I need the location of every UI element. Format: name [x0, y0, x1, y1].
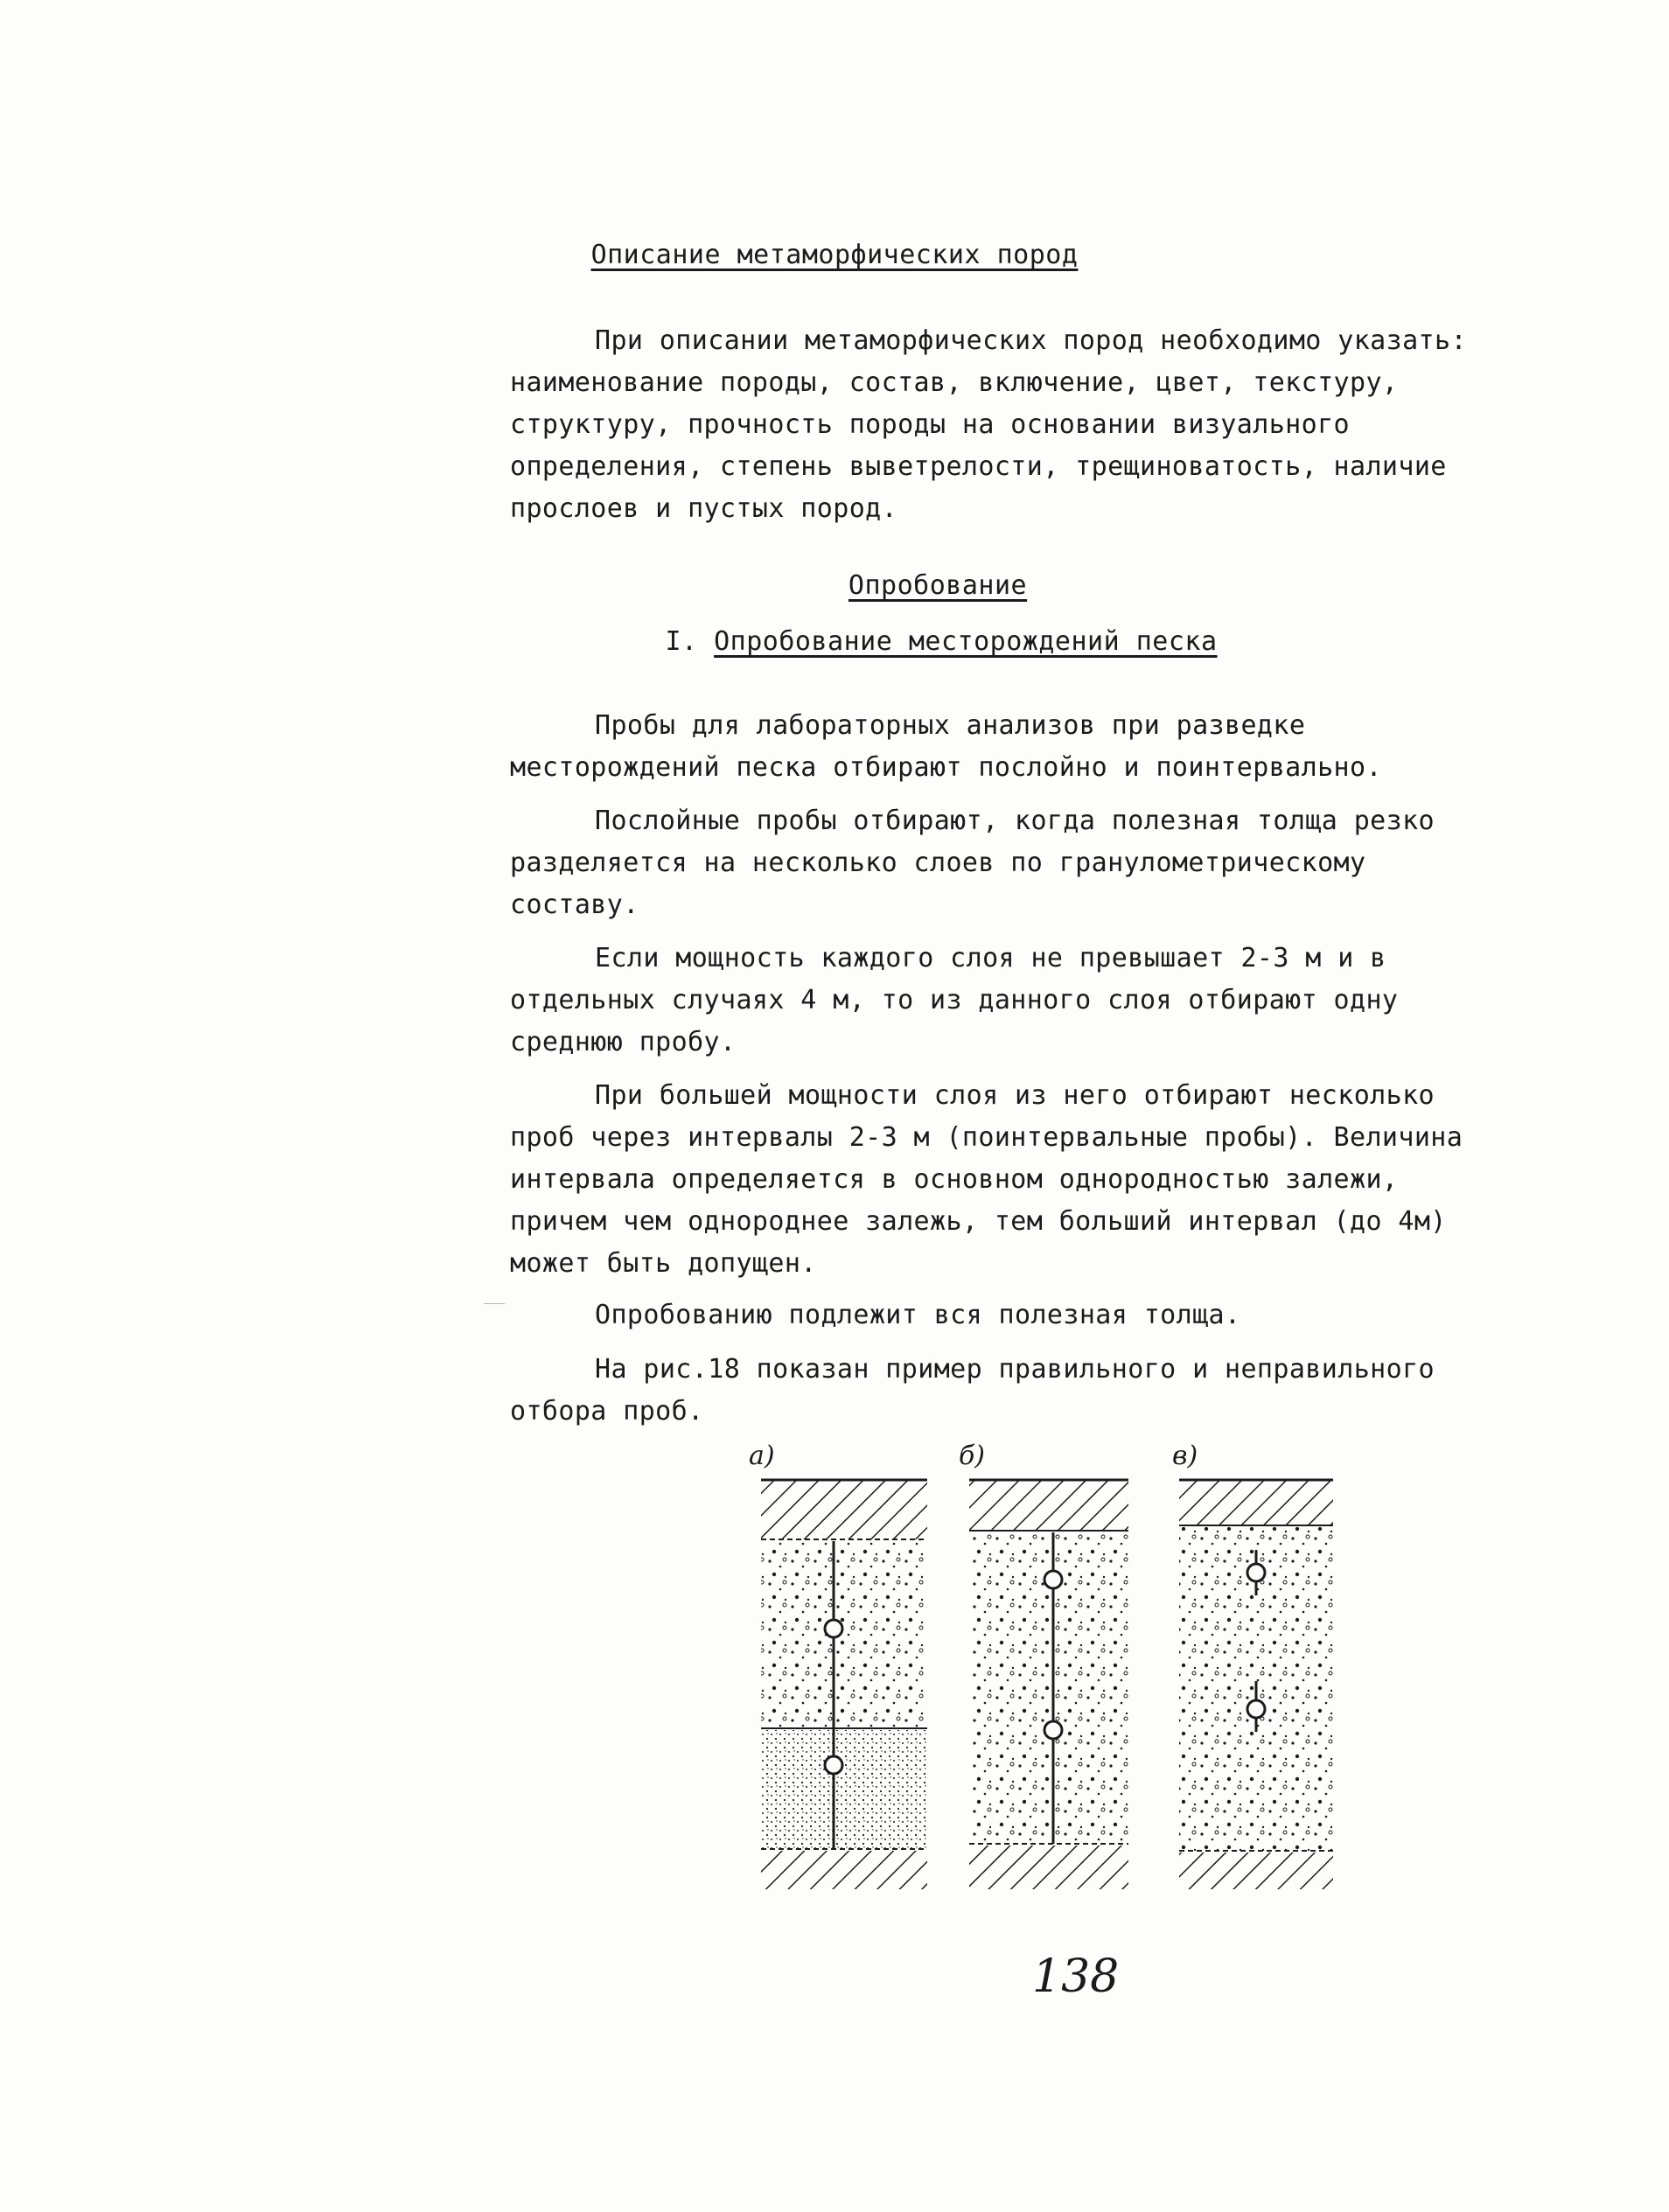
page-number: 138 [1032, 1950, 1120, 2003]
paragraph-3: Если мощность каждого слоя не превышает 2-3 м и в отдельных случаях 4 м, то из данного слоя отбирают одну среднюю пробу. [510, 943, 1399, 1057]
paragraph-4: При большей мощности слоя из него отбирают несколько проб через интервалы 2-3 м (поинтервальные пробы). Величина интервала определяется в основном однородностью залежи, причем чем однороднее залежь, тем больший интервал (до 4м) может быть допущен. [510, 1080, 1463, 1279]
paragraph-2: Послойные пробы отбирают, когда полезная толща резко разделяется на несколько слоев по гранулометрическому составу. [510, 806, 1435, 920]
paragraph-metamorphic-description: При описании метаморфических пород необходимо указать: наименование породы, состав, включение, цвет, текстуру, структуру, прочность породы на основании визуального определения, степень выветрелости, трещиноватость, наличие прослоев и пустых пород. [510, 325, 1467, 524]
paragraph-6: На рис.18 показан пример правильного и неправильного отбора проб. [510, 1354, 1435, 1427]
paragraph-5: Опробованию подлежит вся полезная толща. [595, 1300, 1241, 1330]
paragraph-1: Пробы для лабораторных анализов при разведке месторождений песка отбирают послойно и поинтервально. [510, 710, 1382, 783]
column-v [1179, 1480, 1333, 1889]
sampling-diagram [744, 1443, 1356, 1898]
scan-artifact-line [484, 1303, 505, 1304]
column-b [969, 1480, 1128, 1889]
column-a [761, 1480, 927, 1889]
section-heading-metamorphic: Описание метаморфических пород [590, 240, 1079, 270]
section-heading-sampling: Опробование [848, 570, 1028, 601]
subsection-heading-sand [107, 625, 1669, 659]
figure-label-b: б) [959, 1441, 986, 1471]
figure-label-a: а) [749, 1441, 775, 1471]
subsection-title: Опробование месторождений песка [714, 626, 1218, 657]
subsection-number: I. [665, 626, 698, 657]
figure-label-v: в) [1172, 1441, 1198, 1471]
sampling-figure [744, 1443, 1356, 1898]
